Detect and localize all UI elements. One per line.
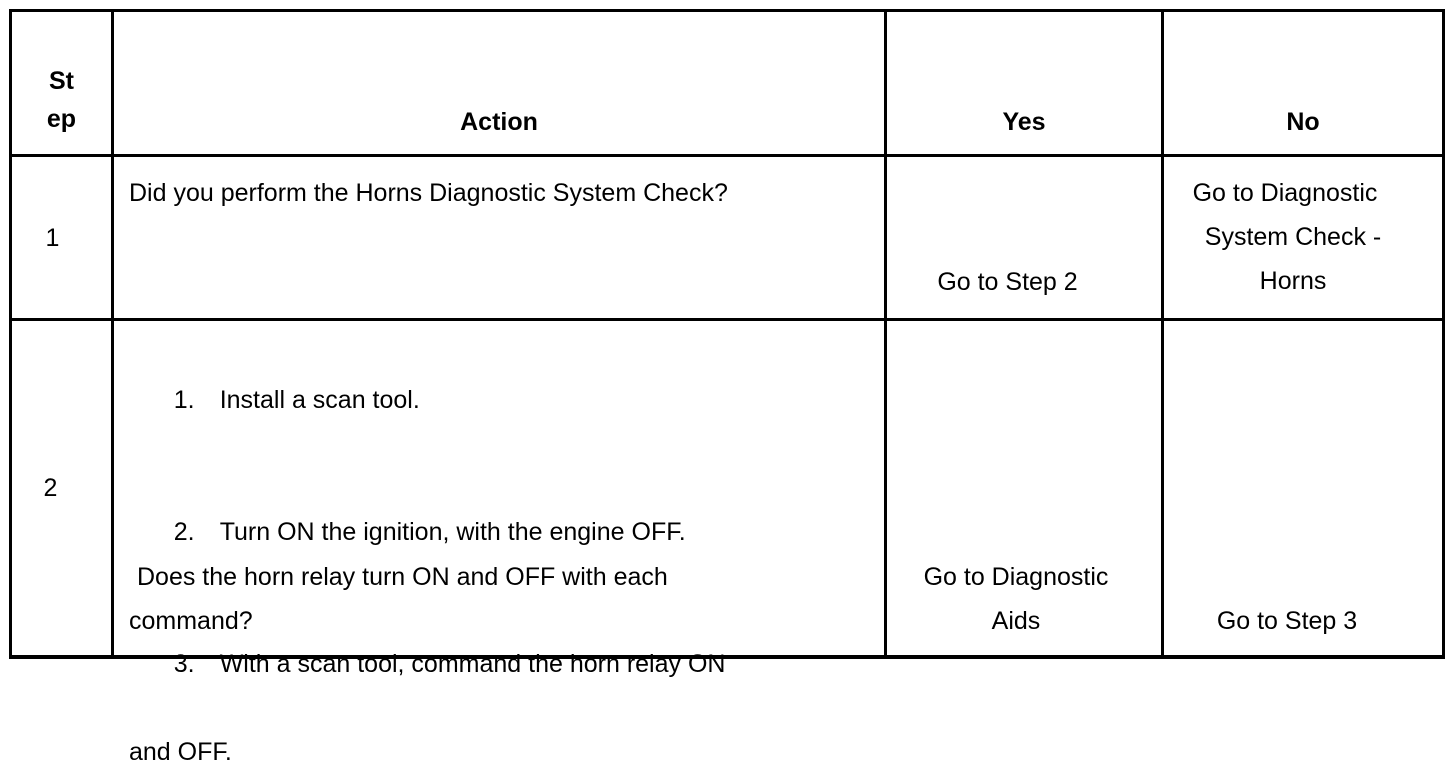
- row2-action: [129, 334, 869, 774]
- row1-action: Did you perform the Horns Diagnostic System Check?: [129, 179, 728, 207]
- substep-text: With a scan tool, command the horn relay ON: [219, 650, 726, 678]
- substep-text: Install a scan tool.: [219, 386, 420, 414]
- row1-no-line3: Horns: [1259, 267, 1327, 295]
- row1-step: 1: [45, 224, 60, 252]
- row2-step: 2: [43, 474, 58, 502]
- header-action: Action: [460, 108, 538, 136]
- substep-number: 1.: [173, 386, 195, 414]
- row2-yes: [887, 555, 1145, 643]
- substep-text: Turn ON the ignition, with the engine OFF.: [219, 518, 686, 546]
- question-line1: Does the horn relay turn ON and OFF with each: [137, 563, 668, 591]
- table-border-right: [1442, 9, 1445, 659]
- row1-yes: Go to Step 2: [937, 268, 1078, 296]
- row2-no: Go to Step 3: [1216, 607, 1358, 635]
- substep-number: 3.: [173, 650, 195, 678]
- header-step: [12, 62, 111, 138]
- list-item: [129, 334, 869, 466]
- substep-number: 2.: [173, 518, 195, 546]
- header-step-line1: St: [49, 67, 74, 95]
- header-no: No: [1286, 108, 1320, 136]
- table-border-top: [9, 9, 1445, 12]
- header-step-line2: ep: [46, 105, 77, 133]
- row2-question: [129, 555, 869, 643]
- question-line2: command?: [129, 607, 253, 635]
- header-yes: Yes: [1002, 108, 1046, 136]
- row2-yes-line1: Go to Diagnostic: [923, 563, 1109, 591]
- row1-no: [1164, 171, 1422, 303]
- row-divider-header: [9, 154, 1445, 157]
- row2-yes-line2: Aids: [991, 607, 1041, 635]
- substep-continuation: and OFF.: [129, 738, 232, 766]
- row1-no-line1: Go to Diagnostic: [1192, 179, 1378, 207]
- row-divider-1: [9, 318, 1445, 321]
- row1-no-line2: System Check -: [1204, 223, 1382, 251]
